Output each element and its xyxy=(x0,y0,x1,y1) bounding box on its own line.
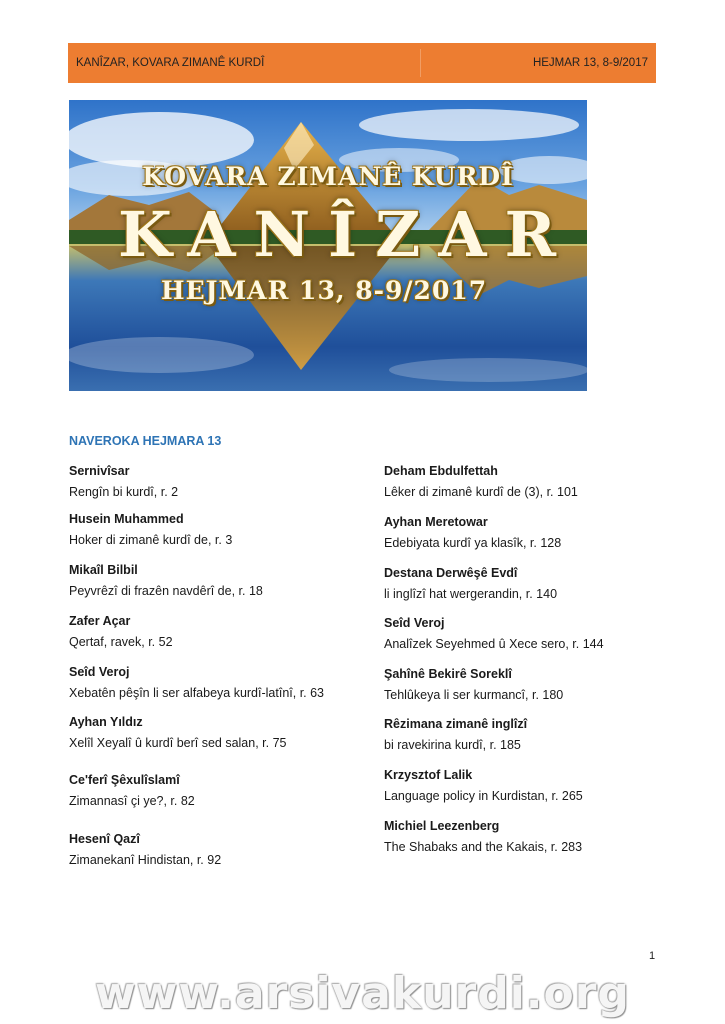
toc-title: Zimanekanî Hindistan, r. 92 xyxy=(69,853,222,867)
toc-entry xyxy=(69,613,173,650)
toc-title: Lêker di zimanê kurdî de (3), r. 101 xyxy=(384,485,578,499)
toc-author: Seîd Veroj xyxy=(384,616,445,630)
toc-entry xyxy=(69,511,232,548)
toc-author: Mikaîl Bilbil xyxy=(69,563,138,577)
toc-title: Zimannasî çi ye?, r. 82 xyxy=(69,794,195,808)
toc-author: Seîd Veroj xyxy=(69,665,130,679)
toc-author: Hesenî Qazî xyxy=(69,832,140,846)
toc-author: Rêzimana zimanê inglîzî xyxy=(384,717,528,731)
cover-title: KANÎZAR xyxy=(117,198,575,271)
toc-title: li inglîzî hat wergerandin, r. 140 xyxy=(384,587,558,601)
toc-entry xyxy=(384,514,561,551)
toc-author: Zafer Açar xyxy=(69,614,131,628)
toc-author: Michiel Leezenberg xyxy=(384,819,500,833)
cover-issue: HEJMAR 13, 8-9/2017 xyxy=(161,276,488,305)
toc-entry xyxy=(384,565,557,602)
toc-title: Peyvrêzî di frazên navdêrî de, r. 18 xyxy=(69,584,263,598)
toc-author: Krzysztof Lalik xyxy=(384,768,473,782)
toc-title: bi ravekirina kurdî, r. 185 xyxy=(384,738,521,752)
cover-subtitle: KOVARA ZIMANÊ KURDÎ xyxy=(142,162,514,191)
toc-title: The Shabaks and the Kakais, r. 283 xyxy=(384,840,583,854)
toc-entry xyxy=(69,664,324,701)
toc-entry xyxy=(69,562,263,599)
toc-title: Xelîl Xeyalî û kurdî berî sed salan, r. 75 xyxy=(69,736,287,750)
watermark: www.arsivakurdi.org xyxy=(95,968,630,1019)
toc-author: Destana Derwêşê Evdî xyxy=(384,566,518,580)
toc-title: Qertaf, ravek, r. 52 xyxy=(69,635,173,649)
toc-title: Tehlûkeya li ser kurmancî, r. 180 xyxy=(384,688,564,702)
toc-author: Ayhan Meretowar xyxy=(384,515,488,529)
toc-entry xyxy=(384,716,527,753)
toc-title: Edebiyata kurdî ya klasîk, r. 128 xyxy=(384,536,562,550)
toc-author: Ce'ferî Şêxulîslamî xyxy=(69,773,180,787)
toc-author: Şahînê Bekirê Soreklî xyxy=(384,667,512,681)
running-header xyxy=(68,43,656,83)
page-number: 1 xyxy=(649,950,656,962)
header-divider xyxy=(420,49,421,77)
toc-entry xyxy=(69,463,178,500)
toc-title: Hoker di zimanê kurdî de, r. 3 xyxy=(69,533,233,547)
header-journal-name: KANÎZAR, KOVARA ZIMANÊ KURDÎ xyxy=(76,57,265,69)
cover-image xyxy=(69,100,587,391)
header-issue: HEJMAR 13, 8-9/2017 xyxy=(532,57,648,69)
toc-entry xyxy=(384,463,578,500)
toc-author: Ayhan Yıldız xyxy=(69,715,143,729)
toc-author: Sernivîsar xyxy=(69,464,130,478)
toc-entry xyxy=(69,714,286,751)
toc-entry xyxy=(69,772,195,809)
toc-author: Husein Muhammed xyxy=(69,512,184,526)
toc-entry xyxy=(384,615,604,652)
toc-entry xyxy=(384,666,563,703)
toc-entry xyxy=(69,831,221,868)
toc-heading: NAVEROKA HEJMARA 13 xyxy=(69,434,222,448)
toc-entry xyxy=(384,818,582,855)
toc-title: Xebatên pêşîn li ser alfabeya kurdî-latînî, r. 63 xyxy=(69,686,325,700)
toc-entry xyxy=(384,767,583,804)
toc-title: Rengîn bi kurdî, r. 2 xyxy=(69,485,179,499)
toc-author: Deham Ebdulfettah xyxy=(384,464,498,478)
toc-title: Analîzek Seyehmed û Xece sero, r. 144 xyxy=(384,637,604,651)
toc-title: Language policy in Kurdistan, r. 265 xyxy=(384,789,583,803)
